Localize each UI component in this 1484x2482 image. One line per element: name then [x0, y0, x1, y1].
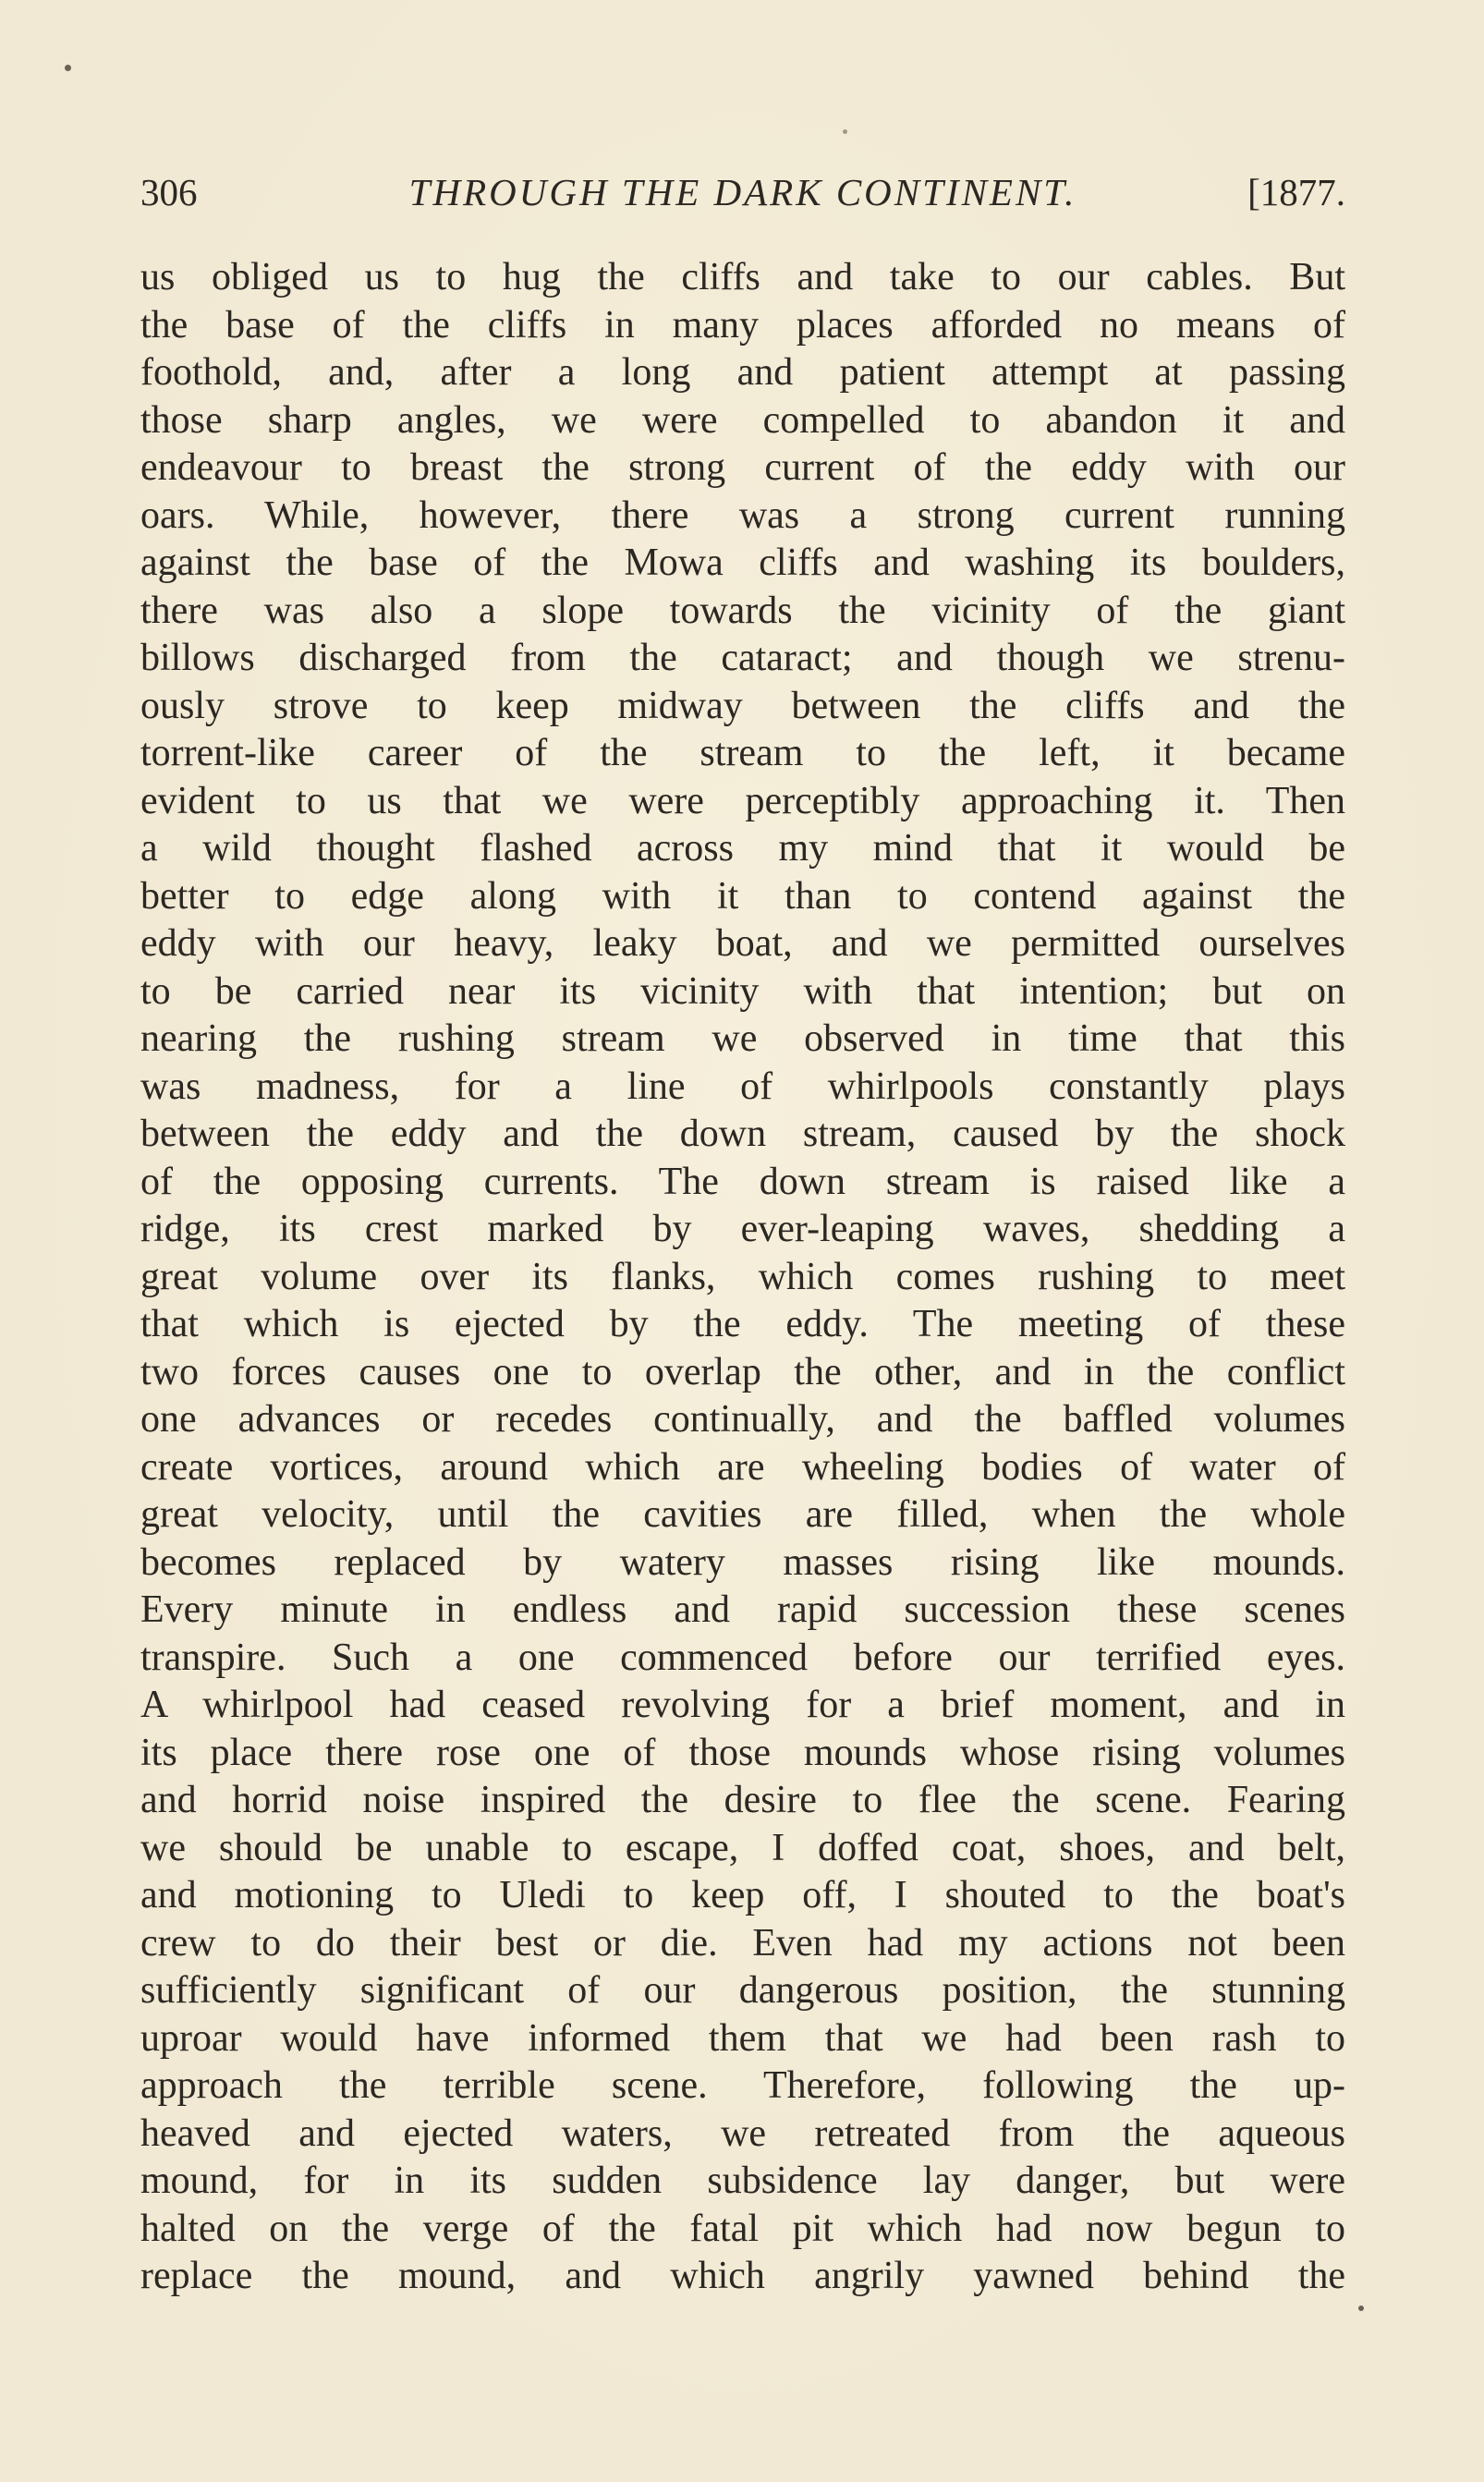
text-line: replace the mound, and which angrily yawned behind the [140, 2255, 1345, 2297]
text-line: sufficiently significant of our dangerous position, the stunning [140, 1969, 1345, 2012]
text-line: evident to us that we were perceptibly approaching it. Then [140, 779, 1345, 822]
chapter-year: [1877. [1247, 171, 1345, 213]
page-number: 306 [140, 171, 198, 213]
body-text [140, 254, 1345, 2301]
text-line: crew to do their best or die. Even had my actions not been [140, 1921, 1345, 1965]
text-line: nearing the rushing stream we observed in time that this [140, 1017, 1345, 1060]
text-line: against the base of the Mowa cliffs and washing its boulders, [140, 541, 1345, 584]
text-line: endeavour to breast the strong current of the eddy with our [140, 446, 1345, 489]
text-line: mound, for in its sudden subsidence lay danger, but were [140, 2160, 1345, 2202]
text-line: the base of the cliffs in many places afforded no means of [140, 303, 1345, 347]
running-title: THROUGH THE DARK CONTINENT. [408, 171, 1077, 213]
ink-speck [843, 129, 847, 134]
text-line: eddy with our heavy, leaky boat, and we permitted ourselves [140, 922, 1345, 965]
text-line: ridge, its crest marked by ever-leaping waves, shedding a [140, 1208, 1345, 1250]
ink-speck [65, 65, 71, 71]
text-line: and horrid noise inspired the desire to flee the scene. Fearing [140, 1779, 1345, 1821]
text-line: heaved and ejected waters, we retreated from the aqueous [140, 2111, 1345, 2155]
text-line: oars. While, however, there was a strong current running [140, 493, 1345, 537]
text-line: A whirlpool had ceased revolving for a brief moment, and in [140, 1684, 1345, 1726]
text-line: billows discharged from the cataract; and though we strenu- [140, 637, 1345, 679]
text-line: halted on the verge of the fatal pit which had now begun to [140, 2207, 1345, 2250]
text-line: that which is ejected by the eddy. The meeting of these [140, 1303, 1345, 1345]
text-line: great velocity, until the cavities are filled, when the whole [140, 1493, 1345, 1536]
text-line: better to edge along with it than to contend against the [140, 874, 1345, 918]
text-line: a wild thought flashed across my mind that it would be [140, 827, 1345, 870]
text-line: between the eddy and the down stream, caused by the shock [140, 1113, 1345, 1155]
text-line: one advances or recedes continually, and the baffled volumes [140, 1398, 1345, 1441]
text-line: create vortices, around which are wheeling bodies of water of [140, 1445, 1345, 1489]
text-line: us obliged us to hug the cliffs and take to our cables. But [140, 256, 1345, 298]
text-line: those sharp angles, we were compelled to abandon it and [140, 398, 1345, 442]
text-line: great volume over its flanks, which comes rushing to meet [140, 1255, 1345, 1298]
ink-speck [1358, 2306, 1364, 2311]
text-line: and motioning to Uledi to keep off, I shouted to the boat's [140, 1874, 1345, 1916]
text-line: approach the terrible scene. Therefore, following the up- [140, 2064, 1345, 2107]
text-line: its place there rose one of those mounds whose rising volumes [140, 1731, 1345, 1774]
text-line: foothold, and, after a long and patient attempt at passing [140, 351, 1345, 394]
text-line: torrent-like career of the stream to the left, it became [140, 732, 1345, 774]
text-line: there was also a slope towards the vicinity of the giant [140, 589, 1345, 632]
text-line: Every minute in endless and rapid succession these scenes [140, 1588, 1345, 1631]
text-line: of the opposing currents. The down stream is raised like a [140, 1160, 1345, 1203]
page-header [140, 164, 1345, 220]
text-line: ously strove to keep midway between the cliffs and the [140, 684, 1345, 727]
text-line: uproar would have informed them that we had been rash to [140, 2016, 1345, 2060]
text-line: to be carried near its vicinity with that intention; but on [140, 969, 1345, 1013]
text-line: becomes replaced by watery masses rising like mounds. [140, 1540, 1345, 1584]
text-line: we should be unable to escape, I doffed coat, shoes, and belt, [140, 1826, 1345, 1869]
text-line: transpire. Such a one commenced before our terrified eyes. [140, 1636, 1345, 1679]
text-line: was madness, for a line of whirlpools constantly plays [140, 1065, 1345, 1108]
text-line: two forces causes one to overlap the other, and in the conflict [140, 1350, 1345, 1393]
